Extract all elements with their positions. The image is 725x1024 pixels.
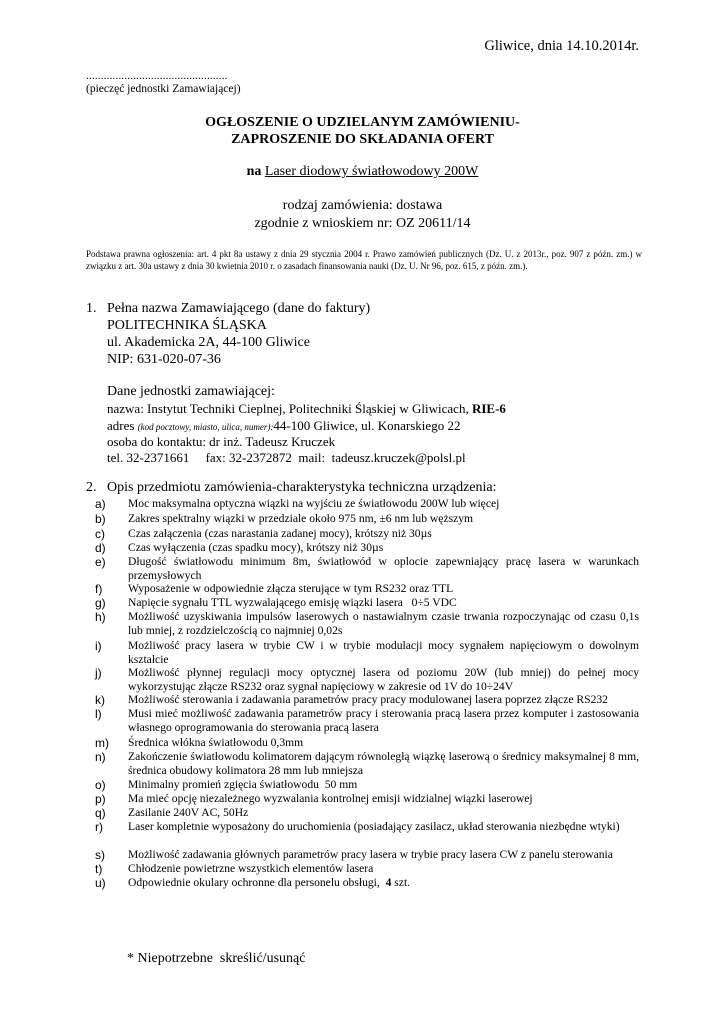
- item-text: Musi mieć możliwość zadawania parametrów pracy i sterowania pracą lasera przez komputer i zastosowania własnego oprogramowania do sterowania pracą lasera: [128, 707, 639, 734]
- item-text: Czas załączenia (czas narastania zadanej mocy), krótszy niż 30µs: [128, 527, 432, 540]
- subject-name: Laser diodowy światłowodowy 200W: [264, 164, 479, 179]
- unit-address-value: 44-100 Gliwice, ul. Konarskiego 22: [273, 418, 461, 433]
- item-text: Zasilanie 240V AC, 50Hz: [128, 806, 249, 819]
- item-letter: g): [95, 596, 106, 610]
- item-text: Możliwość zadawania głównych parametrów pracy lasera w trybie pracy lasera CW z panelu sterowania: [128, 848, 613, 861]
- item-letter: e): [95, 555, 106, 569]
- buyer-name: POLITECHNIKA ŚLĄSKA: [107, 318, 267, 333]
- item-text: Możliwość uzyskiwania impulsów laserowych o nastawialnym czasie trwania rozpoczynając od czasu 0,1s lub mniej, z rozdzielczością co najmniej 0,02s: [128, 610, 639, 637]
- item-text: Czas wyłączenia (czas spadku mocy), krótszy niż 30µs: [128, 541, 384, 554]
- subject-prefix: na: [246, 164, 262, 179]
- legal-basis: Podstawa prawna ogłoszenia: art. 4 pkt 8a ustawy z dnia 29 stycznia 2004 r. Prawo zamówień publicznych (Dz. U. z 2013r., poz. 907 z późn. zm.) w związku z art. 30a ustawy z dnia 30 kwietnia 2010 r. o zasadach finansowania nauki (Dz. U. Nr 96, poz. 615, z późn. zm.).: [86, 249, 642, 271]
- item-letter: i): [95, 639, 102, 653]
- unit-address-label: adres: [107, 418, 138, 433]
- item-letter: a): [95, 497, 106, 511]
- unit-heading: Dane jednostki zamawiającej:: [107, 384, 275, 399]
- buyer-nip: NIP: 631-020-07-36: [107, 352, 221, 367]
- document-title-line-2: ZAPROSZENIE DO SKŁADANIA OFERT: [231, 132, 494, 147]
- unit-address: [107, 418, 460, 434]
- item-letter: r): [95, 820, 103, 834]
- item-letter: p): [95, 792, 106, 806]
- order-type: rodzaj zamówienia: dostawa: [282, 198, 443, 213]
- item-text: Możliwość płynnej regulacji mocy optycznej lasera od poziomu 20W (lub mniej) do pełnej mocy wykorzystując złącze RS232 oraz sygnał napięciowy w zakresie od 1V do 10÷24V: [128, 666, 639, 693]
- unit-address-note: (kod pocztowy, miasto, ulica, numer):: [137, 422, 274, 432]
- stamp-line: ................................................: [86, 70, 228, 82]
- document-title-line-1: OGŁOSZENIE O UDZIELANYM ZAMÓWIENIU-: [205, 115, 520, 130]
- item-text: Ma mieć opcję niezależnego wyzwalania kontrolnej emisji widzialnej wiązki laserowej: [128, 792, 533, 805]
- unit-name-label: nazwa: Instytut Techniki Cieplnej, Politechniki Śląskiej w Gliwicach,: [107, 401, 472, 416]
- item-letter: f): [95, 582, 103, 596]
- item-letter: k): [95, 693, 105, 707]
- item-text: Wyposażenie w odpowiednie złącza sterujące w tym RS232 oraz TTL: [128, 582, 454, 595]
- item-text: Minimalny promień zgięcia światłowodu 50 mm: [128, 778, 358, 791]
- section-1-number: 1.: [86, 301, 97, 316]
- item-letter: n): [95, 750, 106, 764]
- item-text: Chłodzenie powietrzne wszystkich elementów lasera: [128, 862, 374, 875]
- item-letter: l): [95, 707, 102, 721]
- place-date: Gliwice, dnia 14.10.2014r.: [484, 38, 639, 54]
- item-letter: u): [95, 876, 106, 890]
- item-text: [128, 876, 639, 890]
- item-letter: o): [95, 778, 106, 792]
- item-letter: t): [95, 862, 103, 876]
- item-letter: m): [95, 736, 109, 750]
- section-2-heading: Opis przedmiotu zamówienia-charakterystyka techniczna urządzenia:: [107, 480, 497, 495]
- item-text: Moc maksymalna optyczna wiązki na wyjściu ze światłowodu 200W lub więcej: [128, 497, 500, 510]
- item-u-count: 4: [385, 876, 392, 889]
- unit-code: RIE-6: [471, 401, 506, 416]
- item-letter: c): [95, 527, 105, 541]
- item-text: Zakres spektralny wiązki w przedziale około 975 nm, ±6 nm lub węższym: [128, 512, 474, 525]
- item-letter: j): [95, 666, 102, 680]
- section-1-heading: Pełna nazwa Zamawiającego (dane do faktury): [107, 301, 371, 316]
- item-u-suffix: szt.: [391, 876, 411, 889]
- item-text: Laser kompletnie wyposażony do uruchomienia (posiadający zasilacz, układ sterowania niezbędne wtyki): [128, 820, 620, 833]
- item-text: Możliwość pracy lasera w trybie CW i w trybie modulacji mocy sygnałem napięciowym o dowolnym kształcie: [128, 639, 639, 666]
- contact-person: osoba do kontaktu: dr inż. Tadeusz Kruczek: [107, 434, 336, 449]
- contact-phones: tel. 32-2371661 fax: 32-2372872 mail: tadeusz.kruczek@polsl.pl: [107, 450, 466, 465]
- item-letter: b): [95, 512, 106, 526]
- section-2-number: 2.: [86, 480, 97, 495]
- item-letter: d): [95, 541, 106, 555]
- item-letter: s): [95, 848, 105, 862]
- buyer-address: ul. Akademicka 2A, 44-100 Gliwice: [107, 335, 310, 350]
- item-text: Możliwość sterowania i zadawania parametrów pracy pracy modulowanej lasera poprzez złącze RS232: [128, 693, 608, 706]
- unit-name: [107, 401, 506, 417]
- stamp-label: (pieczęć jednostki Zamawiającej): [86, 83, 241, 95]
- item-letter: h): [95, 610, 106, 624]
- item-letter: q): [95, 806, 106, 820]
- item-text: Napięcie sygnału TTL wyzwalającego emisję wiązki lasera 0÷5 VDC: [128, 596, 457, 609]
- order-reference: zgodnie z wnioskiem nr: OZ 20611/14: [254, 216, 471, 231]
- order-subject: [0, 164, 725, 180]
- footnote: * Niepotrzebne skreślić/usunąć: [127, 951, 306, 966]
- item-u-text: Odpowiednie okulary ochronne dla personelu obsługi,: [128, 876, 386, 889]
- item-text: Długość światłowodu minimum 8m, światłowód w oplocie zapewniający pracę lasera w warunkach przemysłowych: [128, 555, 639, 582]
- item-text: Średnica włókna światłowodu 0,3mm: [128, 736, 304, 749]
- item-text: Zakończenie światłowodu kolimatorem dającym równoległą wiązkę laserową o średnicy maksymalnej 8 mm, średnica obudowy kolimatora 28 mm lub mniejsza: [128, 750, 639, 777]
